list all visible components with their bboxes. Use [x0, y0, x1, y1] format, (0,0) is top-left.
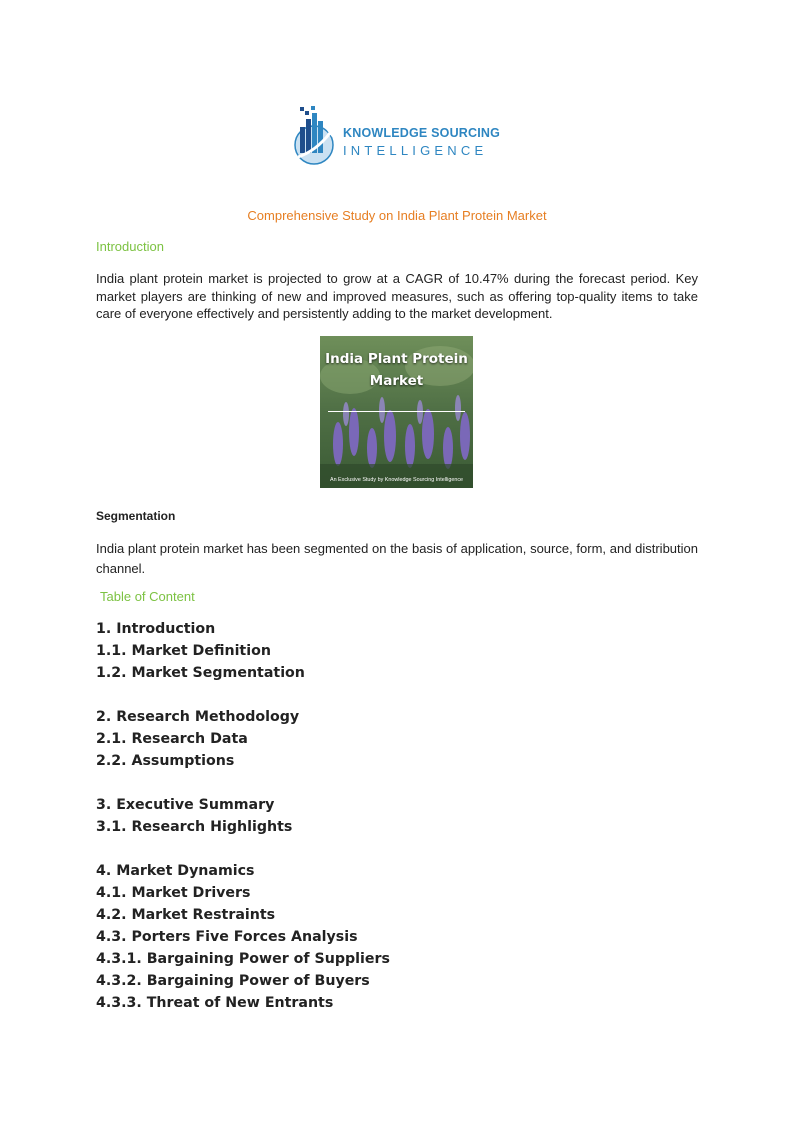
- toc-heading: Table of Content: [100, 589, 195, 604]
- table-of-contents: [96, 618, 390, 1014]
- hero-title: India Plant Protein Market: [325, 351, 468, 389]
- toc-item: 4. Market Dynamics: [96, 863, 255, 879]
- globe-bars-arrow-icon: [290, 105, 342, 167]
- introduction-body: India plant protein market is projected to grow at a CAGR of 10.47% during the forecast period. Key market players are thinking of new and improved measures, such as offering top-quality items to take care of everyone effectively and persistently adding to the market development.: [96, 271, 698, 321]
- toc-item: 3.1. Research Highlights: [96, 819, 293, 835]
- hero-caption: An Exclusive Study by Knowledge Sourcing Intelligence: [329, 477, 464, 483]
- toc-item: 4.2. Market Restraints: [96, 907, 276, 923]
- toc-item: 4.3.2. Bargaining Power of Buyers: [96, 973, 370, 989]
- segmentation-body: India plant protein market has been segmented on the basis of application, source, form, and distribution channel.: [96, 541, 698, 576]
- toc-item: 3. Executive Summary: [96, 797, 275, 813]
- company-logo: [290, 105, 510, 167]
- toc-item: 4.3.1. Bargaining Power of Suppliers: [96, 951, 390, 967]
- introduction-heading: Introduction: [96, 239, 164, 254]
- toc-item: 2. Research Methodology: [96, 709, 300, 725]
- hero-divider: [328, 411, 465, 412]
- toc-item: 1.1. Market Definition: [96, 643, 271, 659]
- toc-item: 2.1. Research Data: [96, 731, 248, 747]
- logo-line-2: INTELLIGENCE: [343, 143, 488, 158]
- document-title: Comprehensive Study on India Plant Protein Market: [247, 208, 547, 223]
- toc-item: 1.2. Market Segmentation: [96, 665, 305, 681]
- hero-image: [320, 336, 473, 488]
- toc-item: 2.2. Assumptions: [96, 753, 235, 769]
- toc-item: 4.3.3. Threat of New Entrants: [96, 995, 334, 1011]
- toc-item: 4.3. Porters Five Forces Analysis: [96, 929, 358, 945]
- toc-item: 4.1. Market Drivers: [96, 885, 251, 901]
- segmentation-heading: Segmentation: [96, 509, 176, 523]
- logo-line-1: KNOWLEDGE SOURCING: [343, 126, 501, 140]
- toc-item: 1. Introduction: [96, 621, 216, 637]
